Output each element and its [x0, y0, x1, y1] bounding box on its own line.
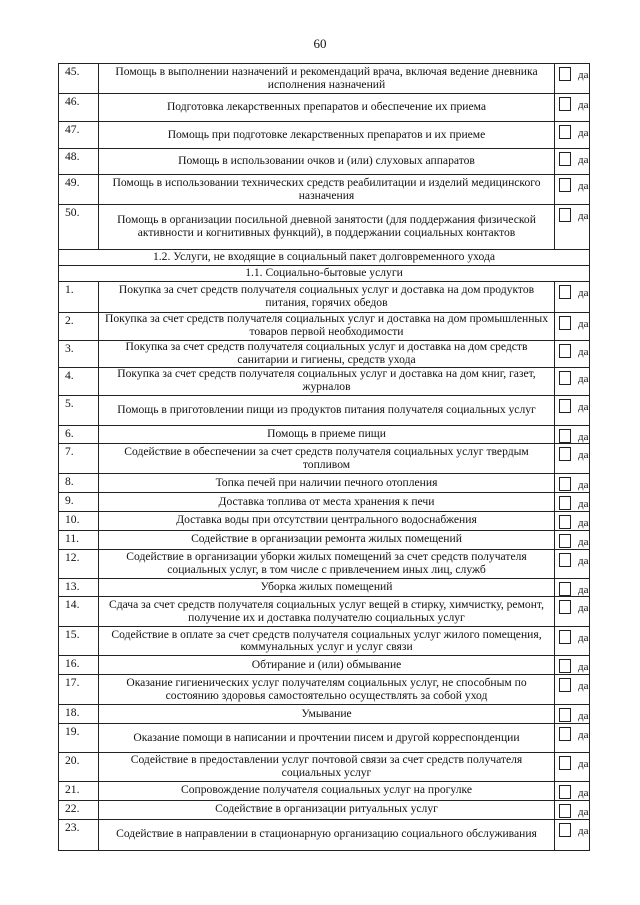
checkbox-cell — [555, 149, 590, 175]
yes-label: да — [578, 786, 589, 799]
yes-checkbox[interactable] — [559, 630, 571, 644]
table-row — [59, 549, 590, 578]
row-number: 10. — [59, 511, 99, 530]
checkbox-cell — [555, 94, 590, 122]
service-description: Топка печей при наличии печного отопления — [99, 474, 555, 493]
yes-label: да — [578, 661, 589, 674]
checkbox-cell — [555, 627, 590, 656]
checkbox-cell — [555, 597, 590, 627]
row-number: 7. — [59, 444, 99, 474]
yes-label: да — [578, 69, 589, 81]
yes-checkbox[interactable] — [559, 804, 571, 818]
yes-label: да — [578, 400, 589, 413]
checkbox-cell — [555, 819, 590, 850]
yes-label: да — [578, 180, 589, 192]
row-number: 11. — [59, 530, 99, 549]
service-description: Доставка топлива от места хранения к печи — [99, 493, 555, 512]
checkbox-cell — [555, 367, 590, 395]
yes-checkbox[interactable] — [559, 553, 571, 567]
row-number: 47. — [59, 122, 99, 149]
service-description: Покупка за счет средств получателя социальных услуг и доставка на дом средств санитарии и гигиены, средств ухода — [99, 340, 555, 367]
yes-label: да — [578, 602, 589, 615]
yes-checkbox[interactable] — [559, 582, 571, 596]
yes-label: да — [578, 317, 589, 330]
service-description: Покупка за счет средств получателя социальных услуг и доставка на дом книг, газет, журналов — [99, 367, 555, 395]
checkbox-cell — [555, 549, 590, 578]
yes-label: да — [578, 286, 589, 299]
yes-checkbox[interactable] — [559, 496, 571, 510]
service-description: Содействие в оплате за счет средств получателя социальных услуг жилого помещения, коммунальных услуг и услуг связи — [99, 627, 555, 656]
checkbox-cell — [555, 705, 590, 724]
yes-label: да — [578, 632, 589, 645]
checkbox-cell — [555, 175, 590, 205]
yes-checkbox[interactable] — [559, 447, 571, 461]
row-number: 1. — [59, 281, 99, 312]
services-table — [58, 63, 590, 851]
service-description: Подготовка лекарственных препаратов и обеспечение их приема — [99, 94, 555, 122]
checkbox-cell — [555, 752, 590, 781]
service-description: Уборка жилых помещений — [99, 578, 555, 597]
row-number: 20. — [59, 752, 99, 781]
yes-checkbox[interactable] — [559, 316, 571, 330]
service-description: Сдача за счет средств получателя социальных услуг вещей в стирку, химчистку, ремонт, получение их и доставка получателю социальных услуг — [99, 597, 555, 627]
row-number: 2. — [59, 312, 99, 340]
checkbox-cell — [555, 122, 590, 149]
table-row — [59, 312, 590, 340]
checkbox-cell — [555, 675, 590, 705]
yes-checkbox[interactable] — [559, 600, 571, 614]
service-description: Обтирание и (или) обмывание — [99, 656, 555, 675]
table-row — [59, 340, 590, 367]
row-number: 48. — [59, 149, 99, 175]
yes-checkbox[interactable] — [559, 178, 571, 192]
checkbox-cell — [555, 530, 590, 549]
table-row — [59, 578, 590, 597]
yes-checkbox[interactable] — [559, 152, 571, 166]
table-row — [59, 819, 590, 850]
service-description: Содействие в обеспечении за счет средств получателя социальных услуг твердым топливом — [99, 444, 555, 474]
table-row — [59, 675, 590, 705]
checkbox-cell — [555, 281, 590, 312]
section-heading: 1.2. Услуги, не входящие в социальный пакет долговременного ухода — [59, 250, 590, 266]
checkbox-cell — [555, 493, 590, 512]
section-row — [59, 250, 590, 266]
yes-label: да — [578, 805, 589, 818]
service-description: Содействие в организации уборки жилых помещений за счет средств получателя социальных услуг, в том числе с привлечением иных лиц, служб — [99, 549, 555, 578]
table-row — [59, 723, 590, 752]
row-number: 22. — [59, 800, 99, 819]
row-number: 23. — [59, 819, 99, 850]
yes-checkbox[interactable] — [559, 67, 571, 81]
row-number: 17. — [59, 675, 99, 705]
table-row — [59, 493, 590, 512]
yes-checkbox[interactable] — [559, 285, 571, 299]
page-number: 60 — [313, 36, 327, 51]
table-row — [59, 597, 590, 627]
service-description: Содействие в организации ритуальных услуг — [99, 800, 555, 819]
service-description: Оказание помощи в написании и прочтении писем и другой корреспонденции — [99, 723, 555, 752]
yes-checkbox[interactable] — [559, 727, 571, 741]
yes-label: да — [578, 479, 589, 492]
checkbox-cell — [555, 425, 590, 444]
row-number: 18. — [59, 705, 99, 724]
yes-label: да — [578, 449, 589, 462]
yes-label: да — [578, 210, 589, 222]
checkbox-cell — [555, 395, 590, 425]
checkbox-cell — [555, 312, 590, 340]
table-row — [59, 530, 590, 549]
service-description: Содействие в направлении в стационарную организацию социального обслуживания — [99, 819, 555, 850]
yes-label: да — [578, 583, 589, 596]
yes-checkbox[interactable] — [559, 429, 571, 443]
checkbox-cell — [555, 340, 590, 367]
service-description: Покупка за счет средств получателя социальных услуг и доставка на дом продуктов питания, горячих обедов — [99, 281, 555, 312]
service-description: Сопровождение получателя социальных услуг на прогулке — [99, 781, 555, 800]
yes-label: да — [578, 345, 589, 358]
table-row — [59, 656, 590, 675]
table-section-headings — [59, 250, 590, 282]
row-number: 8. — [59, 474, 99, 493]
row-number: 21. — [59, 781, 99, 800]
row-number: 46. — [59, 94, 99, 122]
yes-label: да — [578, 757, 589, 770]
row-number: 3. — [59, 340, 99, 367]
yes-checkbox[interactable] — [559, 534, 571, 548]
table-row — [59, 149, 590, 175]
yes-label: да — [578, 824, 589, 837]
yes-checkbox[interactable] — [559, 344, 571, 358]
row-number: 16. — [59, 656, 99, 675]
service-description: Содействие в предоставлении услуг почтовой связи за счет средств получателя социальных услуг — [99, 752, 555, 781]
row-number: 19. — [59, 723, 99, 752]
table-row — [59, 205, 590, 250]
yes-checkbox[interactable] — [559, 659, 571, 673]
yes-checkbox[interactable] — [559, 708, 571, 722]
row-number: 6. — [59, 425, 99, 444]
yes-label: да — [578, 710, 589, 723]
table-row — [59, 94, 590, 122]
table-row — [59, 627, 590, 656]
checkbox-cell — [555, 474, 590, 493]
row-number: 5. — [59, 395, 99, 425]
table-body-bottom — [59, 281, 590, 850]
yes-checkbox[interactable] — [559, 97, 571, 111]
service-description: Помощь в выполнении назначений и рекомендаций врача, включая ведение дневника исполнения назначений — [99, 64, 555, 94]
yes-label: да — [578, 127, 589, 139]
yes-checkbox[interactable] — [559, 756, 571, 770]
checkbox-cell — [555, 656, 590, 675]
checkbox-cell — [555, 64, 590, 94]
yes-label: да — [578, 99, 589, 111]
table-row — [59, 444, 590, 474]
yes-checkbox[interactable] — [559, 208, 571, 222]
service-description: Доставка воды при отсутствии центрального водоснабжения — [99, 511, 555, 530]
yes-label: да — [578, 516, 589, 529]
yes-checkbox[interactable] — [559, 371, 571, 385]
table-body-top — [59, 64, 590, 250]
table-row — [59, 367, 590, 395]
service-description: Помощь в организации посильной дневной занятости (для поддержания физической активности и когнитивных функций), в поддержании социальных контактов — [99, 205, 555, 250]
row-number: 12. — [59, 549, 99, 578]
yes-checkbox[interactable] — [559, 785, 571, 799]
row-number: 14. — [59, 597, 99, 627]
table-row — [59, 281, 590, 312]
row-number: 45. — [59, 64, 99, 94]
yes-checkbox[interactable] — [559, 678, 571, 692]
yes-label: да — [578, 535, 589, 548]
yes-checkbox[interactable] — [559, 823, 571, 837]
row-number: 50. — [59, 205, 99, 250]
row-number: 15. — [59, 627, 99, 656]
checkbox-cell — [555, 800, 590, 819]
yes-checkbox[interactable] — [559, 515, 571, 529]
yes-label: да — [578, 154, 589, 166]
subsection-row — [59, 265, 590, 281]
row-number: 9. — [59, 493, 99, 512]
table-row — [59, 64, 590, 94]
service-description: Содействие в организации ремонта жилых помещений — [99, 530, 555, 549]
checkbox-cell — [555, 723, 590, 752]
table-row — [59, 752, 590, 781]
table-row — [59, 800, 590, 819]
service-description: Оказание гигиенических услуг получателям социальных услуг, не способным по состоянию здоровья самостоятельно осуществлять за собой уход — [99, 675, 555, 705]
row-number: 49. — [59, 175, 99, 205]
table-row — [59, 175, 590, 205]
service-description: Помощь при подготовке лекарственных препаратов и их приеме — [99, 122, 555, 149]
yes-label: да — [578, 680, 589, 693]
service-description: Помощь в использовании технических средств реабилитации и изделий медицинского назначения — [99, 175, 555, 205]
checkbox-cell — [555, 205, 590, 250]
table-row — [59, 425, 590, 444]
checkbox-cell — [555, 511, 590, 530]
row-number: 4. — [59, 367, 99, 395]
table-row — [59, 122, 590, 149]
yes-checkbox[interactable] — [559, 125, 571, 139]
service-description: Умывание — [99, 705, 555, 724]
table-row — [59, 511, 590, 530]
table-row — [59, 395, 590, 425]
subsection-heading: 1.1. Социально-бытовые услуги — [59, 265, 590, 281]
service-description: Помощь в использовании очков и (или) слуховых аппаратов — [99, 149, 555, 175]
service-description: Помощь в приготовлении пищи из продуктов питания получателя социальных услуг — [99, 395, 555, 425]
yes-label: да — [578, 498, 589, 511]
table-row — [59, 781, 590, 800]
checkbox-cell — [555, 578, 590, 597]
yes-label: да — [578, 372, 589, 385]
yes-label: да — [578, 728, 589, 741]
service-description: Помощь в приеме пищи — [99, 425, 555, 444]
yes-checkbox[interactable] — [559, 399, 571, 413]
row-number: 13. — [59, 578, 99, 597]
table-row — [59, 474, 590, 493]
yes-label: да — [578, 554, 589, 567]
checkbox-cell — [555, 781, 590, 800]
service-description: Покупка за счет средств получателя социальных услуг и доставка на дом промышленных товаров первой необходимости — [99, 312, 555, 340]
checkbox-cell — [555, 444, 590, 474]
yes-label: да — [578, 430, 589, 443]
table-row — [59, 705, 590, 724]
yes-checkbox[interactable] — [559, 477, 571, 491]
